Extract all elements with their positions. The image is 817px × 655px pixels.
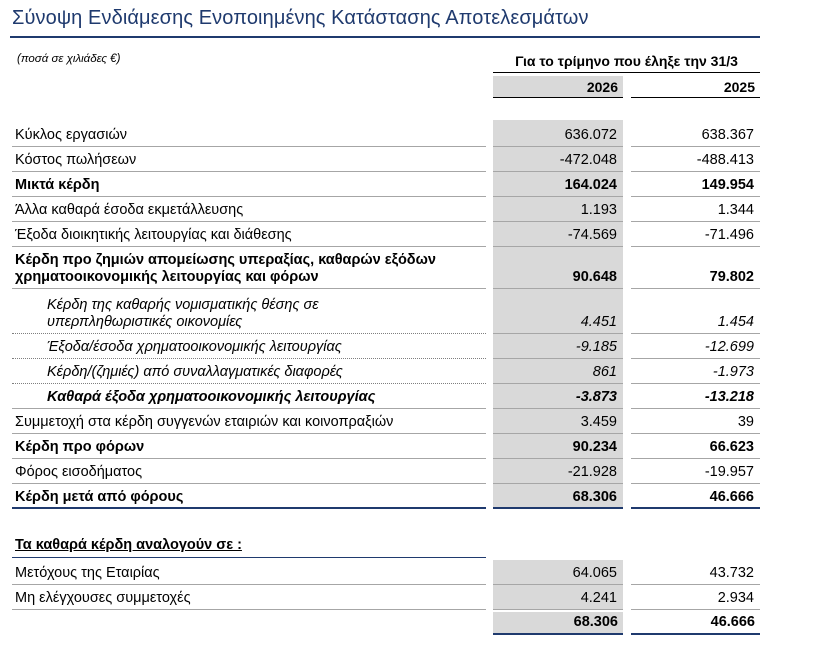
row-label: Κόστος πωλήσεων xyxy=(15,152,137,168)
value-2025: 39 xyxy=(737,414,754,430)
row-label: Έξοδα/έσοδα χρηματοοικονομικής λειτουργίας xyxy=(47,339,342,355)
period-header: Για το τρίμηνο που έληξε την 31/3 xyxy=(493,53,760,73)
value-2026: 90.234 xyxy=(572,439,617,455)
value-2025: -19.957 xyxy=(704,464,754,480)
table-row xyxy=(12,484,760,509)
row-label-line1: Κέρδη της καθαρής νομισματικής θέσης σε xyxy=(47,297,319,313)
value-2025: 43.732 xyxy=(709,565,754,581)
value-2025: 1.344 xyxy=(717,202,754,218)
value-2026: -472.048 xyxy=(559,152,617,168)
table-row xyxy=(12,289,760,334)
value-2025: -71.496 xyxy=(704,227,754,243)
value-2025: 79.802 xyxy=(709,269,754,285)
year-header-2026: 2026 xyxy=(493,76,623,98)
value-2026: 164.024 xyxy=(564,177,617,193)
value-2025: -488.413 xyxy=(696,152,754,168)
value-2026: 861 xyxy=(592,364,617,380)
table-row xyxy=(12,585,760,610)
value-2026: 3.459 xyxy=(580,414,617,430)
value-2026: 1.193 xyxy=(580,202,617,218)
table-row xyxy=(12,334,760,359)
row-label-line1: Κέρδη προ ζημιών απομείωσης υπεραξίας, καθαρών εξόδων xyxy=(15,252,436,268)
row-label: Κέρδη προ φόρων xyxy=(15,439,145,455)
table-row xyxy=(12,122,760,147)
value-2025: 46.666 xyxy=(709,489,754,505)
value-2025: 638.367 xyxy=(701,127,754,143)
attribution-total-2025: 46.666 xyxy=(631,612,760,635)
value-2026: 68.306 xyxy=(572,489,617,505)
value-2025: 149.954 xyxy=(701,177,754,193)
value-2025: 66.623 xyxy=(709,439,754,455)
table-row xyxy=(12,459,760,484)
units-note: (ποσά σε χιλιάδες €) xyxy=(17,53,121,65)
table-row xyxy=(12,409,760,434)
table-row xyxy=(12,384,760,409)
table-row xyxy=(12,172,760,197)
row-label: Κέρδη μετά από φόρους xyxy=(15,489,184,505)
table-row xyxy=(12,247,760,289)
value-2025: -1.973 xyxy=(712,364,754,380)
row-label: Συμμετοχή στα κέρδη συγγενών εταιριών και κοινοπραξιών xyxy=(15,414,394,430)
row-label: Κύκλος εργασιών xyxy=(15,127,128,143)
value-2025: -13.218 xyxy=(704,389,754,405)
table-row xyxy=(12,222,760,247)
attribution-title: Τα καθαρά κέρδη αναλογούν σε : xyxy=(15,537,242,553)
attribution-total-2026: 68.306 xyxy=(493,612,623,635)
row-label: Έξοδα διοικητικής λειτουργίας και διάθεσης xyxy=(15,227,292,243)
table-row xyxy=(12,197,760,222)
row-label: Μη ελέγχουσες συμμετοχές xyxy=(15,590,191,606)
value-2026: 64.065 xyxy=(572,565,617,581)
row-label: Άλλα καθαρά έσοδα εκμετάλλευσης xyxy=(15,202,244,218)
table-row xyxy=(12,560,760,585)
value-2026: 4.241 xyxy=(580,590,617,606)
row-label: Μετόχους της Εταιρίας xyxy=(15,565,160,581)
page-title: Σύνοψη Ενδιάμεσης Ενοποιημένης Κατάστασης Αποτελεσμάτων xyxy=(12,7,589,29)
table-row xyxy=(12,359,760,384)
value-2026: -3.873 xyxy=(575,389,617,405)
value-2026: -21.928 xyxy=(567,464,617,480)
row-label: Κέρδη/(ζημιές) από συναλλαγματικές διαφορές xyxy=(47,364,343,380)
value-2026: 636.072 xyxy=(564,127,617,143)
value-2026: 90.648 xyxy=(572,269,617,285)
value-2026: -9.185 xyxy=(575,339,617,355)
value-2025: -12.699 xyxy=(704,339,754,355)
row-label-line2: υπερπληθωριστικές οικονομίες xyxy=(47,314,243,330)
value-2025: 2.934 xyxy=(717,590,754,606)
value-2025: 1.454 xyxy=(717,314,754,330)
year-header-2025: 2025 xyxy=(631,76,760,98)
value-2026: -74.569 xyxy=(567,227,617,243)
title-underline xyxy=(10,36,760,38)
row-label: Φόρος εισοδήματος xyxy=(15,464,143,480)
table-row xyxy=(12,434,760,459)
row-label: Μικτά κέρδη xyxy=(15,177,100,193)
value-2026: 4.451 xyxy=(580,314,617,330)
table-row xyxy=(12,147,760,172)
row-label: Καθαρά έξοδα χρηματοοικονομικής λειτουργίας xyxy=(47,389,376,405)
row-label-line2: χρηματοοικονομικής λειτουργίας και φόρων xyxy=(15,269,319,285)
